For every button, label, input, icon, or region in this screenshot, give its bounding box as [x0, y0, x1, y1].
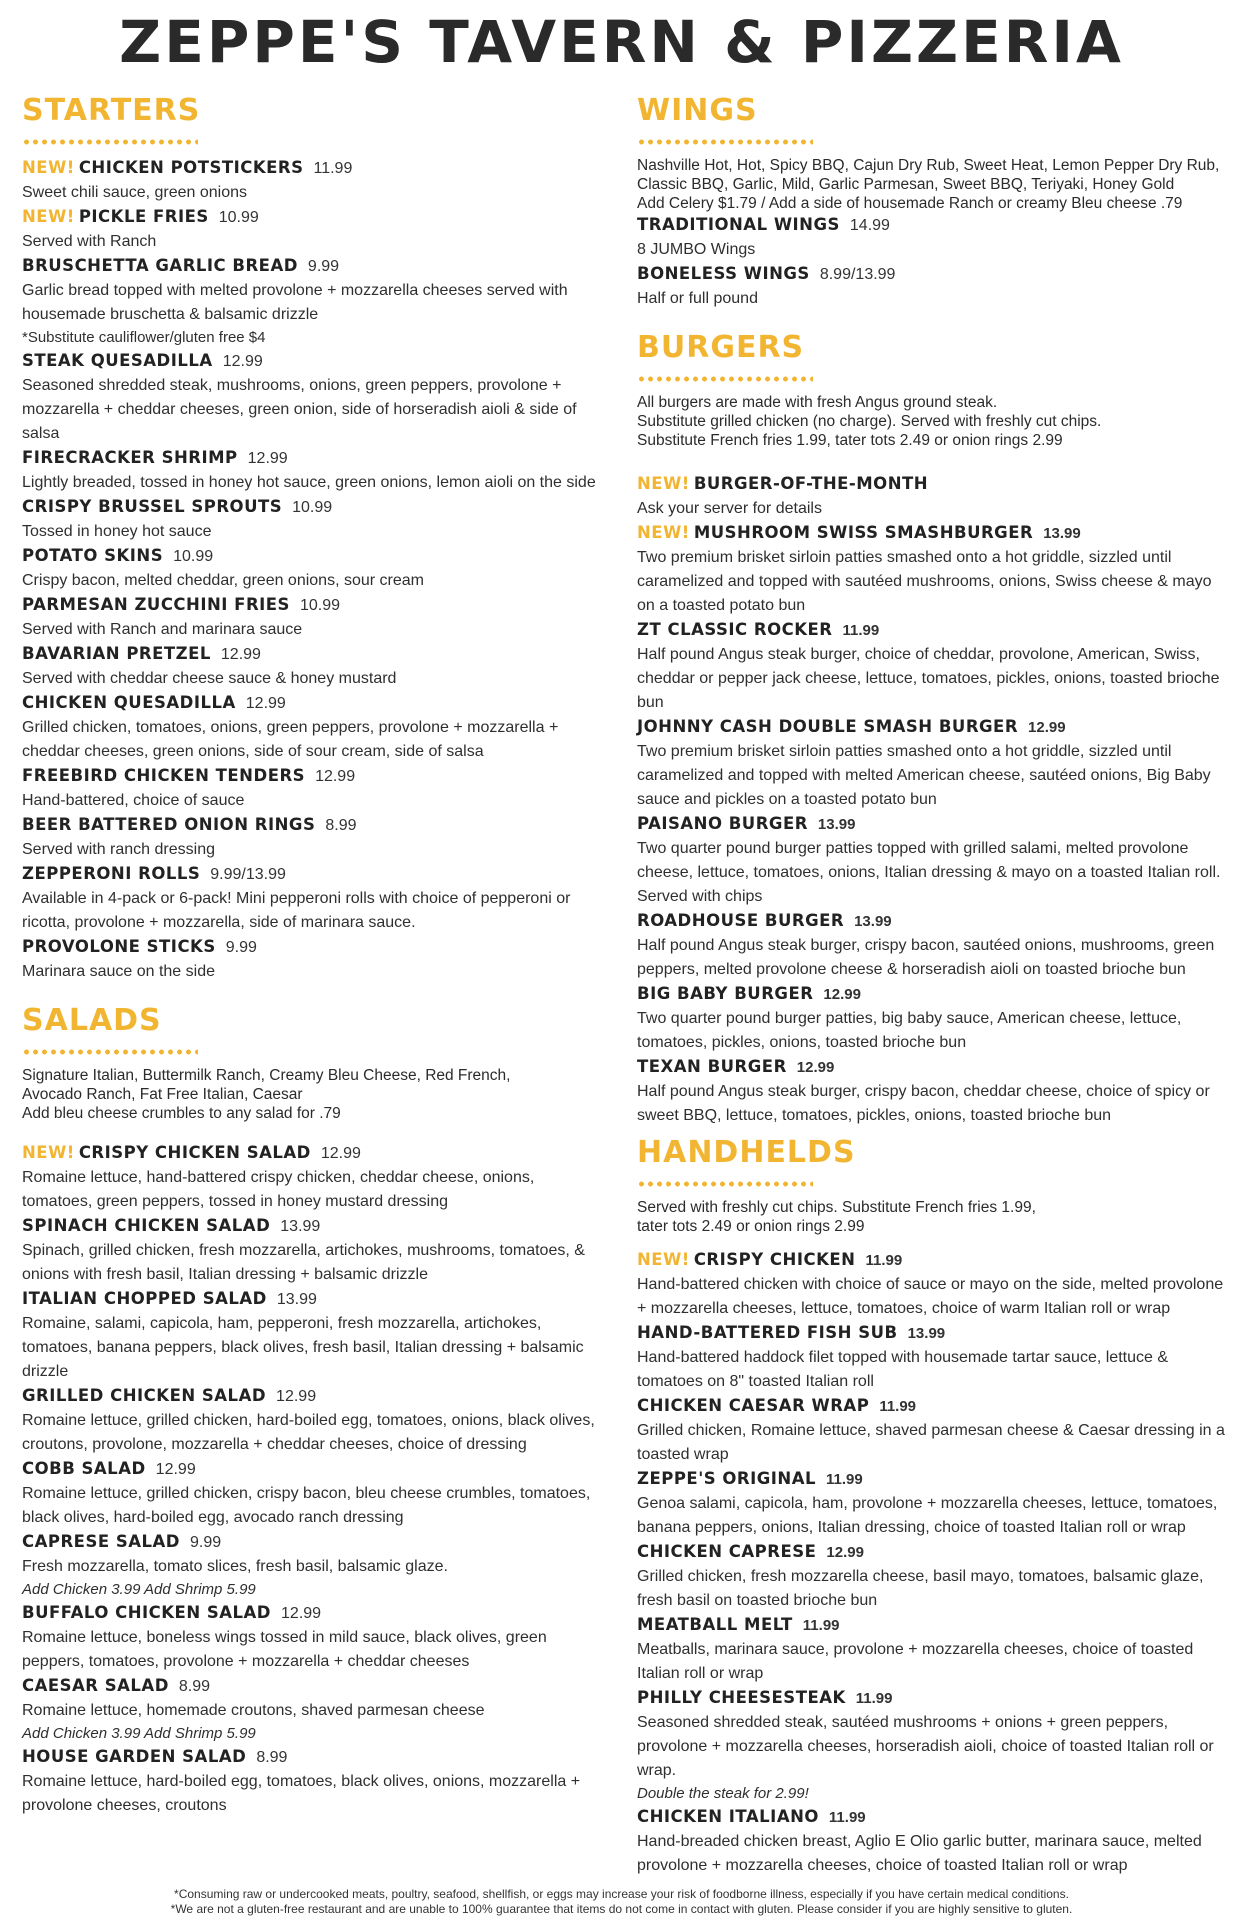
menu-item-name: HOUSE GARDEN SALAD	[22, 1747, 247, 1766]
menu-item	[637, 715, 1225, 812]
menu-item	[637, 1467, 1225, 1540]
salads-heading: SALADS	[22, 1003, 162, 1038]
menu-item-price: 11.99	[865, 1252, 903, 1269]
menu-item-title-line	[22, 446, 602, 471]
menu-item-title-line	[22, 156, 602, 181]
menu-item-price: 12.99	[315, 768, 356, 785]
menu-item-name: MEATBALL MELT	[637, 1615, 793, 1634]
wings-intro-line: Add Celery $1.79 / Add a side of housemade Ranch or creamy Bleu cheese .79	[637, 195, 1183, 212]
menu-item-name: PARMESAN ZUCCHINI FRIES	[22, 595, 290, 614]
menu-item	[22, 349, 602, 446]
menu-item-name: CHICKEN ITALIANO	[637, 1807, 819, 1826]
menu-item-name: ITALIAN CHOPPED SALAD	[22, 1289, 267, 1308]
menu-item-price: 12.99	[1028, 719, 1066, 736]
menu-item-name: BUFFALO CHICKEN SALAD	[22, 1603, 272, 1622]
burgers-intro-line: All burgers are made with fresh Angus ground steak.	[637, 394, 998, 411]
menu-item-name: HAND-BATTERED FISH SUB	[637, 1323, 898, 1342]
salads-intro	[22, 1066, 602, 1123]
menu-item-title-line	[22, 495, 602, 520]
menu-item-description: Half pound Angus steak burger, crispy bacon, cheddar cheese, choice of spicy or sweet BBQ, lettuce, tomatoes, pickles, onions, toasted brioche bun	[637, 1083, 1210, 1124]
menu-item	[637, 262, 1225, 311]
menu-item-price: 12.99	[220, 646, 261, 663]
starters-section	[22, 92, 602, 984]
menu-item-price: 13.99	[1043, 525, 1081, 542]
menu-item-description: Grilled chicken, tomatoes, onions, green peppers, provolone + mozzarella + cheddar cheeses, green onions, side of sour cream, side of salsa	[22, 719, 559, 760]
menu-item-price: 14.99	[849, 217, 890, 234]
burgers-dot-divider	[637, 375, 813, 383]
handhelds-dot-divider	[637, 1180, 813, 1188]
menu-item-title-line	[22, 1530, 602, 1555]
menu-item-price: 12.99	[245, 695, 286, 712]
menu-item-description: Served with ranch dressing	[22, 841, 215, 858]
menu-item-price: 8.99	[325, 817, 357, 834]
handhelds-intro-line: tater tots 2.49 or onion rings 2.99	[637, 1218, 865, 1235]
menu-item	[637, 521, 1225, 618]
menu-item	[637, 472, 1225, 521]
new-badge: NEW!	[22, 207, 75, 226]
menu-item-title-line	[22, 544, 602, 569]
salads-intro-line: Avocado Ranch, Fat Free Italian, Caesar	[22, 1086, 303, 1103]
menu-item-title-line	[22, 1601, 602, 1626]
menu-item-description: Half pound Angus steak burger, crispy bacon, sautéed onions, mushrooms, green peppers, melted provolone cheese & horseradish aioli on toasted brioche bun	[637, 937, 1215, 978]
menu-item-name: CHICKEN CAESAR WRAP	[637, 1396, 870, 1415]
menu-item-description: Romaine lettuce, boneless wings tossed in mild sauce, black olives, green peppers, tomatoes, provolone + mozzarella + cheddar cheeses	[22, 1629, 547, 1670]
footer-line: *We are not a gluten-free restaurant and are unable to 100% guarantee that items do not come in contact with gluten. Please consider if you are highly sensitive to gluten.	[170, 1902, 1073, 1916]
menu-item-title-line	[22, 1214, 602, 1239]
menu-item-name: MUSHROOM SWISS SMASHBURGER	[693, 523, 1034, 542]
menu-item	[637, 213, 1225, 262]
menu-item-price: 11.99	[313, 160, 353, 177]
salads-intro-line: Add bleu cheese crumbles to any salad for .79	[22, 1105, 341, 1122]
menu-item-title-line	[22, 935, 602, 960]
menu-item-price: 12.99	[320, 1145, 361, 1162]
footer-line: *Consuming raw or undercooked meats, poultry, seafood, shellfish, or eggs may increase your risk of foodborne illness, especially if you have certain medical conditions.	[174, 1887, 1069, 1901]
menu-item-price: 13.99	[817, 816, 856, 833]
menu-item-description: Served with Ranch and marinara sauce	[22, 621, 303, 638]
menu-item-name: BURGER-OF-THE-MONTH	[693, 474, 929, 493]
menu-item-name: PAISANO BURGER	[637, 814, 808, 833]
menu-item-price: 12.99	[276, 1388, 317, 1405]
menu-item	[22, 1601, 602, 1674]
menu-item-description: Served with cheddar cheese sauce & honey mustard	[22, 670, 397, 687]
menu-item-name: GRILLED CHICKEN SALAD	[22, 1386, 267, 1405]
menu-item-name: STEAK QUESADILLA	[22, 351, 213, 370]
menu-item	[22, 446, 602, 495]
menu-item-name: CRISPY CHICKEN SALAD	[78, 1143, 311, 1162]
menu-item-name: ZT CLASSIC ROCKER	[637, 620, 833, 639]
menu-item-description: Grilled chicken, Romaine lettuce, shaved parmesan cheese & Caesar dressing in a toasted wrap	[637, 1422, 1225, 1463]
menu-item-description: Romaine, salami, capicola, ham, pepperoni, fresh mozzarella, artichokes, tomatoes, banana peppers, black olives, fresh basil, Italian dressing + balsamic drizzle	[22, 1315, 584, 1380]
new-badge: NEW!	[637, 474, 690, 493]
menu-item	[637, 1805, 1225, 1878]
menu-item-description: Crispy bacon, melted cheddar, green onions, sour cream	[22, 572, 424, 589]
menu-item-title-line	[22, 1287, 602, 1312]
menu-item	[637, 1248, 1225, 1321]
menu-item-price: 9.99	[307, 258, 340, 275]
menu-item-name: BONELESS WINGS	[637, 264, 810, 283]
new-badge: NEW!	[637, 523, 690, 542]
menu-item-price: 12.99	[281, 1605, 322, 1622]
menu-item-description: Seasoned shredded steak, sautéed mushrooms + onions + green peppers, provolone + mozzarella cheeses, horseradish aioli, choice of toasted Italian roll or wrap.	[637, 1714, 1214, 1779]
handhelds-intro	[637, 1198, 1225, 1236]
menu-item-title-line	[22, 205, 602, 230]
menu-item-title-line	[637, 1394, 1225, 1419]
starters-heading: STARTERS	[22, 93, 201, 128]
menu-item-description: Two premium brisket sirloin patties smashed onto a hot griddle, sizzled until caramelized and topped with sautéed mushrooms, onions, Swiss cheese & mayo on a toasted potato bun	[637, 549, 1212, 614]
menu-item-description: Ask your server for details	[637, 500, 822, 517]
menu-item-price: 8.99	[178, 1678, 211, 1695]
menu-item-name: PHILLY CHEESESTEAK	[637, 1688, 846, 1707]
menu-item	[22, 1457, 602, 1530]
menu-item	[637, 1055, 1225, 1128]
menu-item-price: 12.99	[823, 986, 861, 1003]
menu-item-price: 11.99	[855, 1690, 893, 1707]
menu-item-name: SPINACH CHICKEN SALAD	[22, 1216, 271, 1235]
menu-item	[637, 1394, 1225, 1467]
menu-item-title-line	[637, 715, 1225, 740]
menu-item-name: TRADITIONAL WINGS	[637, 215, 840, 234]
wings-intro	[637, 156, 1225, 213]
menu-item-name: JOHNNY CASH DOUBLE SMASH BURGER	[637, 717, 1019, 736]
salads-section	[22, 1002, 602, 1818]
wings-intro-line: Nashville Hot, Hot, Spicy BBQ, Cajun Dry Rub, Sweet Heat, Lemon Pepper Dry Rub,	[637, 157, 1220, 174]
menu-item-description: Two quarter pound burger patties, big baby sauce, American cheese, lettuce, tomatoes, pickles, onions, toasted brioche bun	[637, 1010, 1182, 1051]
menu-item-price: 10.99	[299, 597, 340, 614]
menu-item-description: Hand-battered chicken with choice of sauce or mayo on the side, melted provolone + mozzarella cheeses, lettuce, tomatoes, choice of warm Italian roll or wrap	[637, 1276, 1224, 1317]
menu-item	[22, 935, 602, 984]
menu-item-name: CHICKEN POTSTICKERS	[78, 158, 304, 177]
menu-item-price: 11.99	[879, 1398, 917, 1415]
wings-heading: WINGS	[637, 93, 758, 128]
menu-item-title-line	[637, 982, 1225, 1007]
menu-item-title-line	[637, 1321, 1225, 1346]
menu-item-note: Double the steak for 2.99!	[637, 1785, 809, 1802]
menu-item-name: FIRECRACKER SHRIMP	[22, 448, 238, 467]
menu-item-price: 8.99	[256, 1749, 288, 1766]
menu-item-name: BIG BABY BURGER	[637, 984, 814, 1003]
menu-item-description: Fresh mozzarella, tomato slices, fresh basil, balsamic glaze.	[22, 1558, 448, 1575]
handhelds-section	[637, 1134, 1225, 1878]
salads-dot-divider	[22, 1048, 198, 1056]
menu-item-description: Hand-battered, choice of sauce	[22, 792, 245, 809]
menu-item-price: 12.99	[155, 1461, 196, 1478]
starters-dot-divider	[22, 138, 198, 146]
menu-item-title-line	[22, 593, 602, 618]
menu-item-name: BEER BATTERED ONION RINGS	[22, 815, 316, 834]
menu-item-title-line	[22, 1384, 602, 1409]
menu-item-description: Served with Ranch	[22, 233, 157, 250]
menu-item-description: Half pound Angus steak burger, choice of cheddar, provolone, American, Swiss, cheddar or pepper jack cheese, lettuce, tomatoes, pickles, onions, toasted brioche bun	[637, 646, 1220, 711]
menu-item-title-line	[22, 1457, 602, 1482]
menu-item-price: 11.99	[842, 622, 880, 639]
menu-item-description: Seasoned shredded steak, mushrooms, onions, green peppers, provolone + mozzarella + cheddar cheeses, green onion, side of horseradish aioli & side of salsa	[22, 377, 577, 442]
menu-item-title-line	[637, 1613, 1225, 1638]
menu-item	[22, 1384, 602, 1457]
burgers-intro	[637, 393, 1225, 450]
handhelds-intro-line: Served with freshly cut chips. Substitute French fries 1.99,	[637, 1199, 1036, 1216]
menu-item-price: 12.99	[826, 1544, 864, 1561]
menu-item-title-line	[637, 1467, 1225, 1492]
menu-item-title-line	[637, 1248, 1225, 1273]
menu-item	[22, 813, 602, 862]
menu-item-title-line	[22, 349, 602, 374]
menu-item-title-line	[637, 1540, 1225, 1565]
menu-item	[637, 909, 1225, 982]
menu-item	[637, 1540, 1225, 1613]
menu-item-title-line	[22, 764, 602, 789]
menu-item-description: Hand-battered haddock filet topped with housemade tartar sauce, lettuce & tomatoes on 8" toasted Italian roll	[637, 1349, 1168, 1390]
menu-item-price: 9.99/13.99	[210, 866, 286, 883]
menu-item-title-line	[22, 1745, 602, 1770]
menu-item	[637, 1613, 1225, 1686]
menu-item-description: Romaine lettuce, grilled chicken, crispy bacon, bleu cheese crumbles, tomatoes, black olives, hard-boiled egg, avocado ranch dressing	[22, 1485, 591, 1526]
menu-item-title-line	[22, 1674, 602, 1699]
menu-item-description: Two quarter pound burger patties topped with grilled salami, melted provolone cheese, lettuce, tomatoes, onions, Italian dressing & mayo on a toasted Italian roll. Served with chips	[637, 840, 1221, 905]
menu-item-price: 9.99	[189, 1534, 222, 1551]
menu-item-note: Add Chicken 3.99 Add Shrimp 5.99	[22, 1725, 256, 1742]
menu-item	[22, 205, 602, 254]
menu-item-description: Lightly breaded, tossed in honey hot sauce, green onions, lemon aioli on the side	[22, 474, 596, 491]
menu-item	[22, 642, 602, 691]
menu-item-description: Romaine lettuce, hand-battered crispy chicken, cheddar cheese, onions, tomatoes, green peppers, tossed in honey mustard dressing	[22, 1169, 535, 1210]
menu-item-description: Tossed in honey hot sauce	[22, 523, 212, 540]
menu-item-title-line	[637, 521, 1225, 546]
menu-item-price: 11.99	[828, 1809, 866, 1826]
menu-item-note: *Substitute cauliflower/gluten free $4	[22, 329, 266, 346]
menu-item	[22, 593, 602, 642]
menu-item-title-line	[637, 618, 1225, 643]
menu-item-name: PICKLE FRIES	[78, 207, 209, 226]
menu-item-title-line	[637, 909, 1225, 934]
menu-item-name: CAPRESE SALAD	[22, 1532, 180, 1551]
menu-item-description: Romaine lettuce, hard-boiled egg, tomatoes, black olives, onions, mozzarella + provolone cheeses, croutons	[22, 1773, 581, 1814]
restaurant-title: ZEPPE'S TAVERN & PIZZERIA	[119, 8, 1124, 76]
burgers-intro-line: Substitute grilled chicken (no charge). Served with freshly cut chips.	[637, 413, 1102, 430]
wings-section	[637, 92, 1225, 311]
menu-item	[22, 1214, 602, 1287]
menu-item-description: Garlic bread topped with melted provolone + mozzarella cheeses served with housemade bruschetta & balsamic drizzle	[22, 282, 568, 323]
menu-item-description: Spinach, grilled chicken, fresh mozzarella, artichokes, mushrooms, tomatoes, & onions with fresh basil, Italian dressing + balsamic drizzle	[22, 1242, 585, 1283]
new-badge: NEW!	[22, 1143, 75, 1162]
menu-item-price: 13.99	[854, 913, 892, 930]
menu-item	[22, 1745, 602, 1818]
menu-item-price: 10.99	[173, 548, 214, 565]
menu-item-name: BAVARIAN PRETZEL	[22, 644, 211, 663]
menu-item-title-line	[637, 472, 1225, 497]
new-badge: NEW!	[637, 1250, 690, 1269]
menu-item-price: 11.99	[802, 1617, 840, 1634]
menu-item-title-line	[22, 642, 602, 667]
menu-item-title-line	[22, 691, 602, 716]
menu-item	[22, 1674, 602, 1745]
burgers-intro-line: Substitute French fries 1.99, tater tots 2.49 or onion rings 2.99	[637, 432, 1063, 449]
menu-item-price: 13.99	[280, 1218, 321, 1235]
menu-item-title-line	[637, 262, 1225, 287]
menu-item	[22, 495, 602, 544]
menu-item	[22, 156, 602, 205]
menu-item-title-line	[637, 1686, 1225, 1711]
menu-item-name: CAESAR SALAD	[22, 1676, 169, 1695]
menu-item-price: 13.99	[907, 1325, 946, 1342]
menu-item-price: 11.99	[826, 1471, 863, 1488]
menu-item-name: ROADHOUSE BURGER	[637, 911, 845, 930]
menu-item	[22, 544, 602, 593]
menu-item	[637, 812, 1225, 909]
menu-item	[22, 1530, 602, 1601]
left-column	[22, 92, 602, 1818]
menu-item-name: ZEPPE'S ORIGINAL	[637, 1469, 817, 1488]
menu-item	[637, 982, 1225, 1055]
menu-item-name: FREEBIRD CHICKEN TENDERS	[22, 766, 306, 785]
footer-disclaimer	[0, 1887, 1243, 1917]
handhelds-heading: HANDHELDS	[637, 1135, 856, 1170]
menu-item-price: 8.99/13.99	[819, 266, 896, 283]
menu-item-name: CRISPY BRUSSEL SPROUTS	[22, 497, 283, 516]
menu-item	[22, 691, 602, 764]
menu-item-title-line	[22, 1141, 602, 1166]
menu-item	[22, 1141, 602, 1214]
menu-item-name: POTATO SKINS	[22, 546, 164, 565]
menu-item-title-line	[22, 254, 602, 279]
menu-item-description: Available in 4-pack or 6-pack! Mini pepperoni rolls with choice of pepperoni or ricotta, provolone + mozzarella, side of marinara sauce.	[22, 890, 571, 931]
menu-item	[637, 1686, 1225, 1805]
menu-item-price: 12.99	[796, 1059, 835, 1076]
menu-item-title-line	[637, 1055, 1225, 1080]
menu-item-name: PROVOLONE STICKS	[22, 937, 216, 956]
menu-item-description: Half or full pound	[637, 290, 758, 307]
menu-item-title-line	[637, 1805, 1225, 1830]
menu-item-price: 10.99	[218, 209, 259, 226]
burgers-heading: BURGERS	[637, 330, 805, 365]
menu-item-name: COBB SALAD	[22, 1459, 146, 1478]
menu-item-description: Hand-breaded chicken breast, Aglio E Olio garlic butter, marinara sauce, melted provolone + mozzarella cheeses, choice of toasted Italian roll or wrap	[637, 1833, 1202, 1874]
menu-item-description: Genoa salami, capicola, ham, provolone + mozzarella cheeses, lettuce, tomatoes, banana peppers, onions, Italian dressing, choice of toasted Italian roll or wrap	[637, 1495, 1218, 1536]
menu-item-price: 9.99	[225, 939, 257, 956]
right-column	[637, 92, 1225, 1878]
menu-item-title-line	[637, 812, 1225, 837]
menu-item-title-line	[22, 862, 602, 887]
menu-item-name: TEXAN BURGER	[637, 1057, 787, 1076]
menu-item-description: Sweet chili sauce, green onions	[22, 184, 248, 201]
menu-item-name: CHICKEN CAPRESE	[637, 1542, 817, 1561]
menu-item	[637, 1321, 1225, 1394]
menu-item	[22, 764, 602, 813]
menu-item-title-line	[637, 213, 1225, 238]
wings-dot-divider	[637, 138, 813, 146]
burgers-section	[637, 329, 1225, 1128]
menu-item-name: BRUSCHETTA GARLIC BREAD	[22, 256, 298, 275]
menu-item-description: Marinara sauce on the side	[22, 963, 215, 980]
menu-item-price: 12.99	[247, 450, 288, 467]
menu-item-title-line	[22, 813, 602, 838]
menu-item-price: 10.99	[292, 499, 333, 516]
menu-item-note: Add Chicken 3.99 Add Shrimp 5.99	[22, 1581, 256, 1598]
menu-item-name: CRISPY CHICKEN	[693, 1250, 856, 1269]
menu-item-description: Meatballs, marinara sauce, provolone + mozzarella cheeses, choice of toasted Italian roll or wrap	[637, 1641, 1194, 1682]
wings-intro-line: Classic BBQ, Garlic, Mild, Garlic Parmesan, Sweet BBQ, Teriyaki, Honey Gold	[637, 176, 1175, 193]
menu-item-price: 12.99	[222, 353, 263, 370]
menu-item-price: 13.99	[276, 1291, 317, 1308]
menu-item-name: ZEPPERONI ROLLS	[22, 864, 201, 883]
menu-item-description: Romaine lettuce, grilled chicken, hard-boiled egg, tomatoes, onions, black olives, croutons, provolone, mozzarella + cheddar cheeses, choice of dressing	[22, 1412, 595, 1453]
menu-item	[637, 618, 1225, 715]
menu-item-description: Two premium brisket sirloin patties smashed onto a hot griddle, sizzled until caramelized and topped with melted American cheese, sautéed onions, Big Baby sauce and pickles on a toasted potato bun	[637, 743, 1211, 808]
menu-item	[22, 254, 602, 349]
menu-item-description: Romaine lettuce, homemade croutons, shaved parmesan cheese	[22, 1702, 485, 1719]
menu-item-name: CHICKEN QUESADILLA	[22, 693, 236, 712]
menu-item	[22, 1287, 602, 1384]
new-badge: NEW!	[22, 158, 75, 177]
menu-item-description: Grilled chicken, fresh mozzarella cheese, basil mayo, tomatoes, balsamic glaze, fresh basil on toasted brioche bun	[637, 1568, 1204, 1609]
menu-item-description: 8 JUMBO Wings	[637, 241, 756, 258]
menu-item	[22, 862, 602, 935]
salads-intro-line: Signature Italian, Buttermilk Ranch, Creamy Bleu Cheese, Red French,	[22, 1067, 511, 1084]
